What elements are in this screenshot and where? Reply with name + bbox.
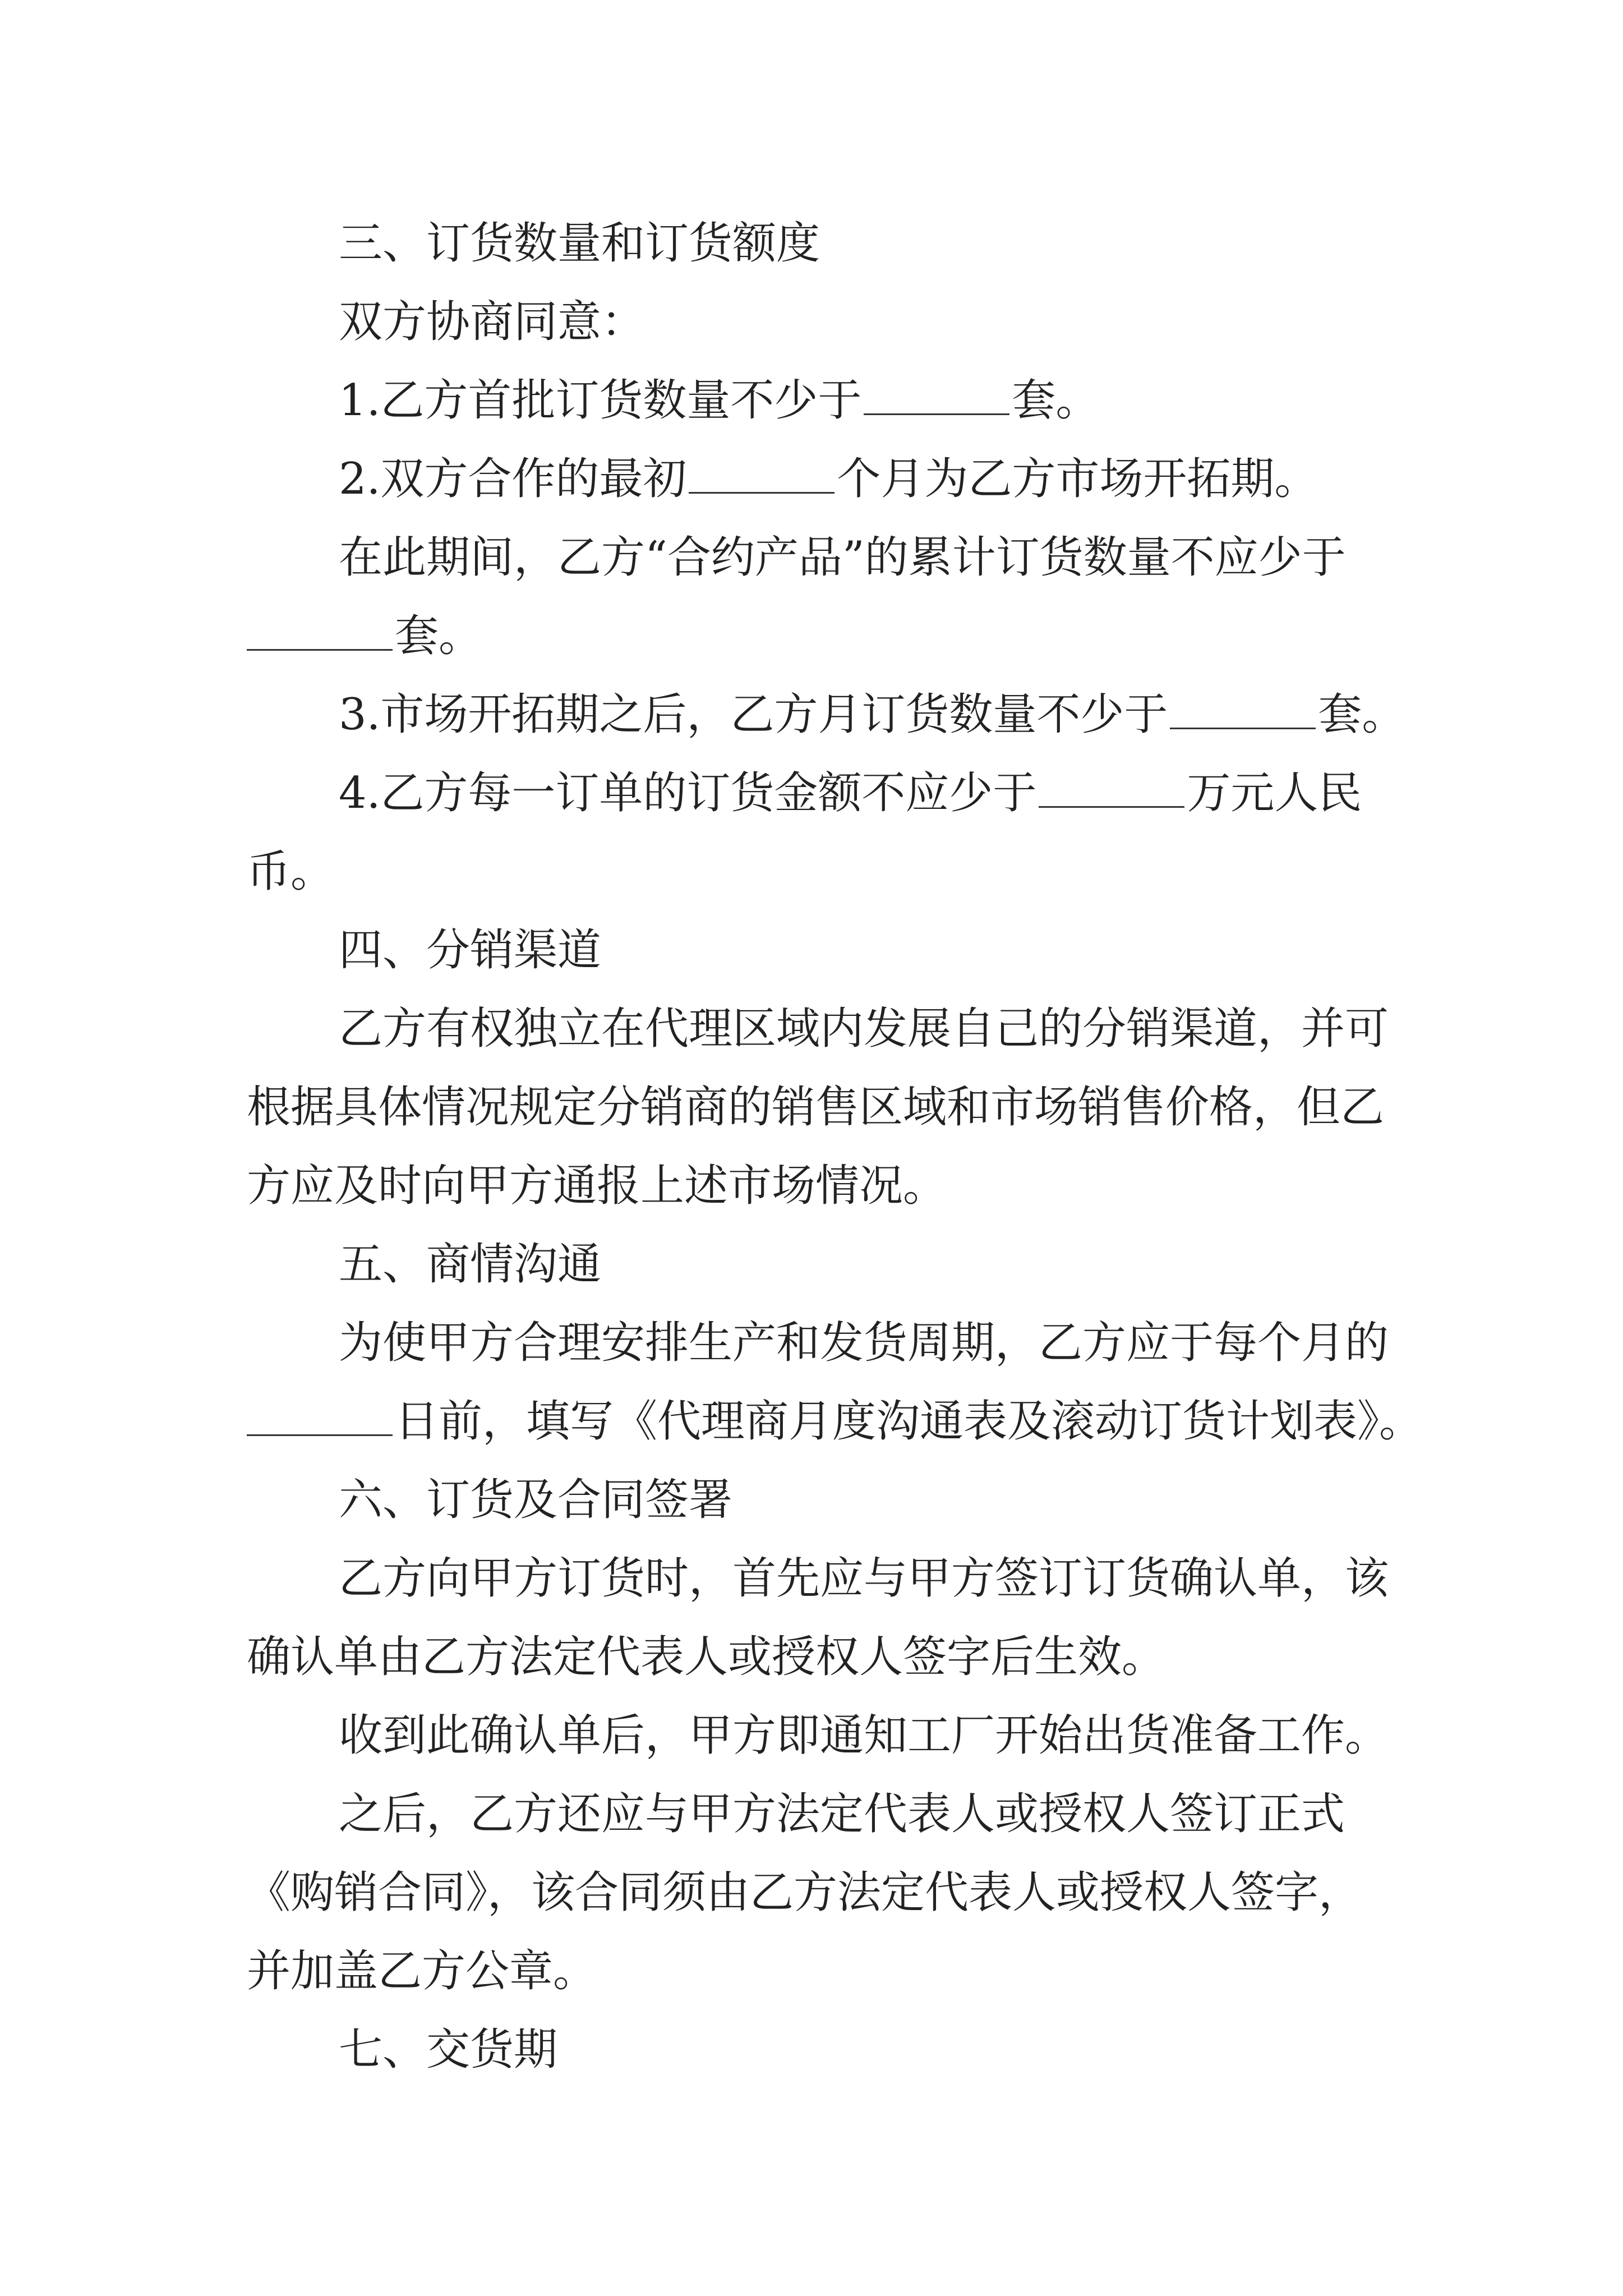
section6-heading: [339, 1472, 1528, 1528]
section5-heading: [339, 1236, 1528, 1292]
item1-blank: [864, 374, 1009, 415]
section6-para3-line1: [339, 1786, 1528, 1842]
section4-heading-text: 四、分销渠道: [339, 925, 602, 976]
section6-para2: [339, 1708, 1528, 1764]
section6-para1-line2-text: 确认单由乙方法定代表人或授权人签字后生效。: [247, 1632, 1166, 1682]
section6-para3-line2: [247, 1865, 1436, 1921]
section6-para3-line3: [247, 1943, 1436, 1999]
section5-para-line2-text: 日前，填写《代理商月度沟通表及滚动订货计划表》。: [395, 1396, 1423, 1447]
section6-para1-line2: [247, 1629, 1436, 1685]
section3-item2: [339, 451, 1528, 507]
section6-para1-line1: [339, 1550, 1528, 1607]
item2-cont-suffix: 套。: [395, 611, 483, 661]
section5-para-line1: [339, 1315, 1528, 1371]
section3-heading-text: 三、订货数量和订货额度: [339, 218, 820, 269]
section6-heading-text: 六、订货及合同签署: [339, 1475, 733, 1525]
section6-para3-line1-text: 之后，乙方还应与甲方法定代表人或授权人签订正式: [339, 1789, 1345, 1839]
item4-line2-text: 币。: [247, 846, 335, 897]
item3-blank: [1170, 688, 1316, 729]
section3-heading: [339, 215, 1528, 272]
section6-para1-line1-text: 乙方向甲方订货时，首先应与甲方签订订货确认单，该: [339, 1553, 1389, 1604]
section5-para-line2: [247, 1393, 1436, 1450]
section3-intro: [339, 294, 1528, 350]
section7-heading: [339, 2022, 1528, 2078]
section3-item2-cont-line1: [339, 530, 1528, 586]
item4-suffix: 万元人民: [1187, 768, 1362, 818]
section3-item3: [339, 687, 1528, 743]
section6-para2-text: 收到此确认单后，甲方即通知工厂开始出货准备工作。: [339, 1710, 1389, 1761]
item2-blank: [689, 453, 834, 494]
section4-para-line3: [247, 1158, 1436, 1214]
item3-text: 3.市场开拓期之后，乙方月订货数量不少于: [339, 689, 1168, 740]
item2-suffix: 个月为乙方市场开拓期。: [837, 454, 1318, 504]
item4-text: 4.乙方每一订单的订货金额不应少于: [339, 768, 1037, 818]
section5-para-line1-text: 为使甲方合理安排生产和发货周期，乙方应于每个月的: [339, 1318, 1389, 1368]
item2-text: 2.双方合作的最初: [339, 454, 687, 504]
section7-heading-text: 七、交货期: [339, 2024, 558, 2075]
section3-item1: [339, 372, 1528, 429]
item2-cont-text: 在此期间，乙方“合约产品”的累计订货数量不应少于: [339, 532, 1346, 583]
section3-item4: [339, 765, 1528, 821]
section5-heading-text: 五、商情沟通: [339, 1239, 602, 1290]
section4-para-line1-text: 乙方有权独立在代理区域内发展自己的分销渠道，并可: [339, 1004, 1389, 1054]
item2-cont-blank: [247, 610, 393, 651]
section3-intro-text: 双方协商同意：: [339, 297, 645, 347]
section4-para-line1: [339, 1001, 1528, 1057]
section4-para-line2-text: 根据具体情况规定分销商的销售区域和市场销售价格，但乙: [247, 1082, 1385, 1133]
section4-para-line3-text: 方应及时向甲方通报上述市场情况。: [247, 1161, 947, 1211]
item1-text: 1.乙方首批订货数量不少于: [339, 375, 862, 426]
section3-item4-line2: [247, 844, 1436, 900]
section4-para-line2: [247, 1079, 1436, 1135]
item1-suffix: 套。: [1012, 375, 1100, 426]
section5-blank: [247, 1395, 393, 1436]
section4-heading: [339, 922, 1528, 978]
section6-para3-line2-text: 《购销合同》，该合同须由乙方法定代表人或授权人签字，: [247, 1867, 1363, 1918]
section6-para3-line3-text: 并加盖乙方公章。: [247, 1946, 597, 1996]
item3-suffix: 套。: [1318, 689, 1406, 740]
section3-item2-cont-line2: [247, 608, 1436, 664]
item4-blank: [1039, 767, 1184, 808]
